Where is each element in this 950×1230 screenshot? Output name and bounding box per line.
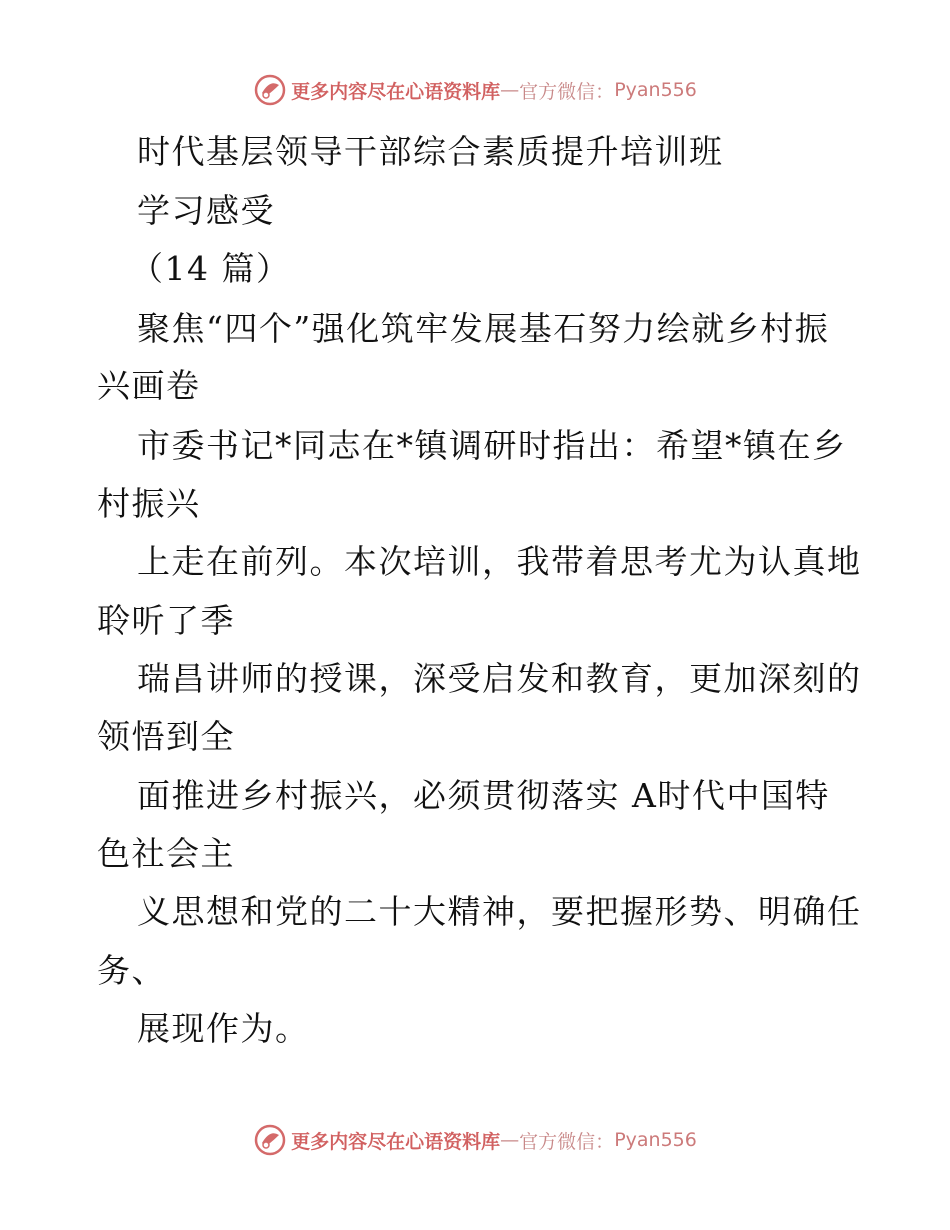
text-line: 聚焦“四个”强化筑牢发展基石努力绘就乡村振: [137, 309, 830, 348]
brand-logo-icon: [253, 1123, 287, 1157]
text-line: 领悟到全: [97, 717, 235, 756]
text-line: 展现作为。: [137, 1009, 310, 1048]
text-line: 瑞昌讲师的授课，深受启发和教育，更加深刻的: [137, 659, 862, 698]
footer-watermark: [0, 1120, 950, 1160]
text-line: （14 篇）: [130, 249, 291, 288]
watermark-wechat-id: Pyan556: [614, 79, 697, 101]
text-line: 村振兴: [97, 484, 201, 523]
watermark-main-text: 更多内容尽在心语资料库: [291, 80, 501, 103]
watermark-wechat-id: Pyan556: [614, 1129, 697, 1151]
watermark-sub-text: 官方微信：: [519, 80, 615, 103]
text-line: 面推进乡村振兴，必须贯彻落实 A时代中国特: [137, 776, 830, 815]
text-line: 兴画卷: [97, 366, 201, 405]
header-watermark: [0, 70, 950, 110]
watermark-dash: —: [500, 79, 520, 101]
watermark-main-text: 更多内容尽在心语资料库: [291, 1130, 501, 1153]
text-line: 时代基层领导干部综合素质提升培训班: [137, 132, 724, 171]
text-line: 市委书记*同志在*镇调研时指出：希望*镇在乡: [137, 426, 847, 465]
brand-logo-icon: [253, 73, 287, 107]
watermark-sub-text: 官方微信：: [519, 1130, 615, 1153]
text-line: 上走在前列。本次培训，我带着思考尤为认真地: [137, 542, 862, 581]
text-line: 色社会主: [97, 834, 235, 873]
text-line: 义思想和党的二十大精神，要把握形势、明确任: [137, 892, 862, 931]
text-line: 务、: [97, 951, 166, 990]
text-line: 学习感受: [137, 191, 275, 230]
text-line: 聆听了季: [97, 601, 235, 640]
watermark-dash: —: [500, 1129, 520, 1151]
